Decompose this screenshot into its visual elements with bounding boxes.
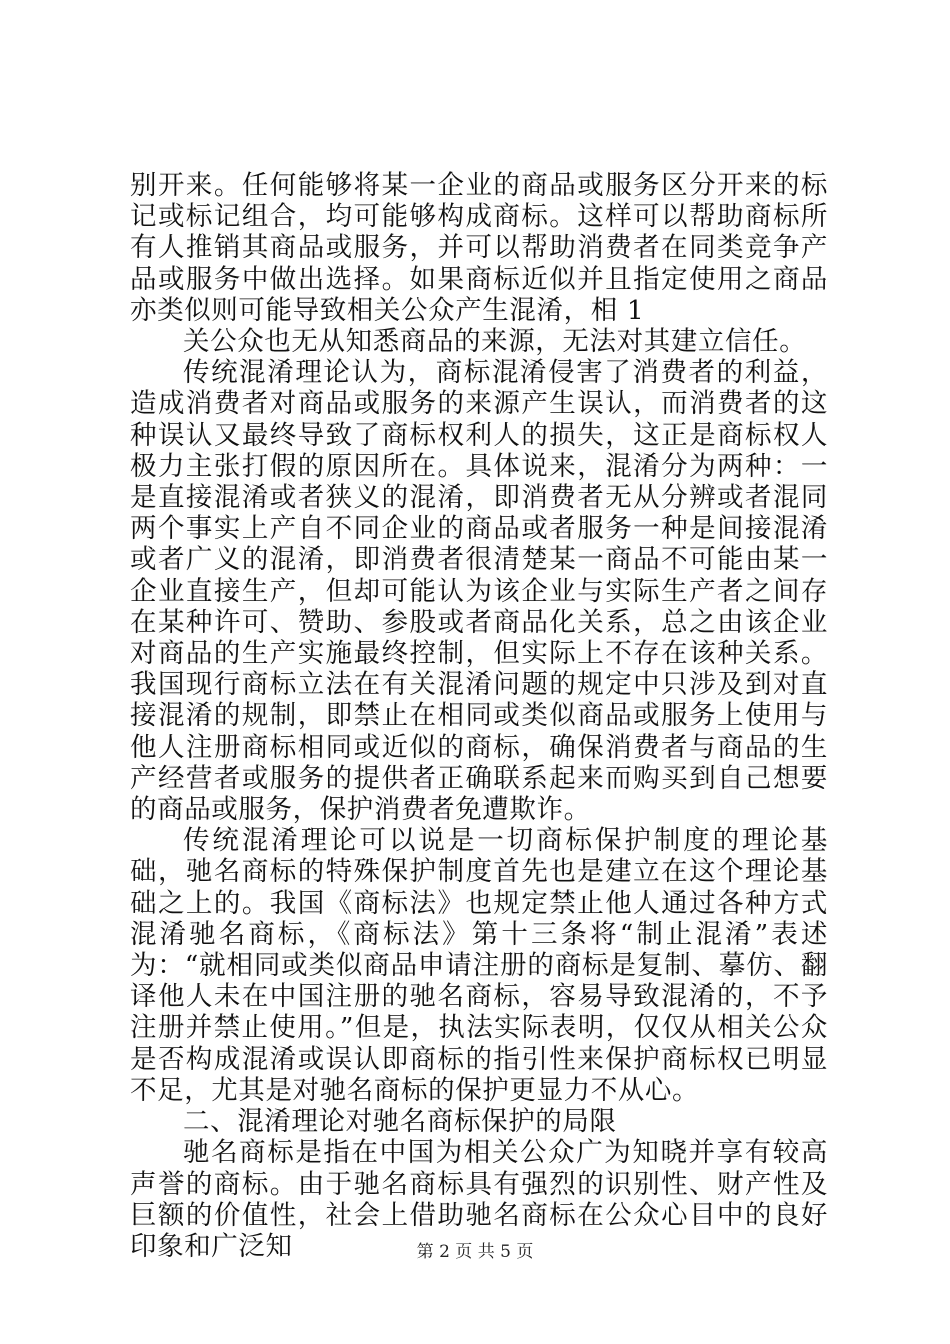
section-heading: 二、混淆理论对驰名商标保护的局限	[183, 1106, 617, 1138]
paragraph-continuation-2: 关公众也无从知悉商品的来源，无法对其建立信任。	[183, 326, 807, 358]
document-body	[130, 170, 828, 1262]
paragraph-theory-basis: 传统混淆理论可以说是一切商标保护制度的理论基础，驰名商标的特殊保护制度首先也是建立在这个理论基础之上的。我国《商标法》也规定禁止他人通过各种方式混淆驰名商标，《商标法》第十三条将“制止混淆”表述为：“就相同或类似商品申请注册的商标是复制、摹仿、翻译他人未在中国注册的驰名商标，容易导致混淆的，不予注册并禁止使用。”但是，执法实际表明，仅仅从相关公众是否构成混淆或误认即商标的指引性来保护商标权已明显不足，尤其是对驰名商标的保护更显力不从心。	[130, 825, 828, 1106]
paragraph-continuation: 别开来。任何能够将某一企业的商品或服务区分开来的标记或标记组合，均可能够构成商标。这样可以帮助商标所有人推销其商品或服务，并可以帮助消费者在同类竞争产品或服务中做出选择。如果商标近似并且指定使用之商品亦类似则可能导致相关公众产生混淆，相 1	[130, 170, 828, 326]
paragraph-traditional-confusion-theory: 传统混淆理论认为，商标混淆侵害了消费者的利益，造成消费者对商品或服务的来源产生误认，而消费者的这种误认又最终导致了商标权利人的损失，这正是商标权人极力主张打假的原因所在。具体说来，混淆分为两种：一是直接混淆或者狭义的混淆，即消费者无从分辨或者混同两个事实上产自不同企业的商品或者服务一种是间接混淆或者广义的混淆，即消费者很清楚某一商品不可能由某一企业直接生产，但却可能认为该企业与实际生产者之间存在某种许可、赞助、参股或者商品化关系，总之由该企业对商品的生产实施最终控制，但实际上不存在该种关系。我国现行商标立法在有关混淆问题的规定中只涉及到对直接混淆的规制，即禁止在相同或类似商品或服务上使用与他人注册商标相同或近似的商标，确保消费者与商品的生产经营者或服务的提供者正确联系起来而购买到自己想要的商品或服务，保护消费者免遭欺诈。	[130, 357, 828, 826]
paragraph-well-known-trademark: 驰名商标是指在中国为相关公众广为知晓并享有较高声誉的商标。由于驰名商标具有强烈的识别性、财产性及巨额的价值性，社会上借助驰名商标在公众心目中的良好印象和广泛知	[130, 1137, 828, 1262]
page-number-footer: 第 2 页 共 5 页	[416, 1242, 534, 1262]
